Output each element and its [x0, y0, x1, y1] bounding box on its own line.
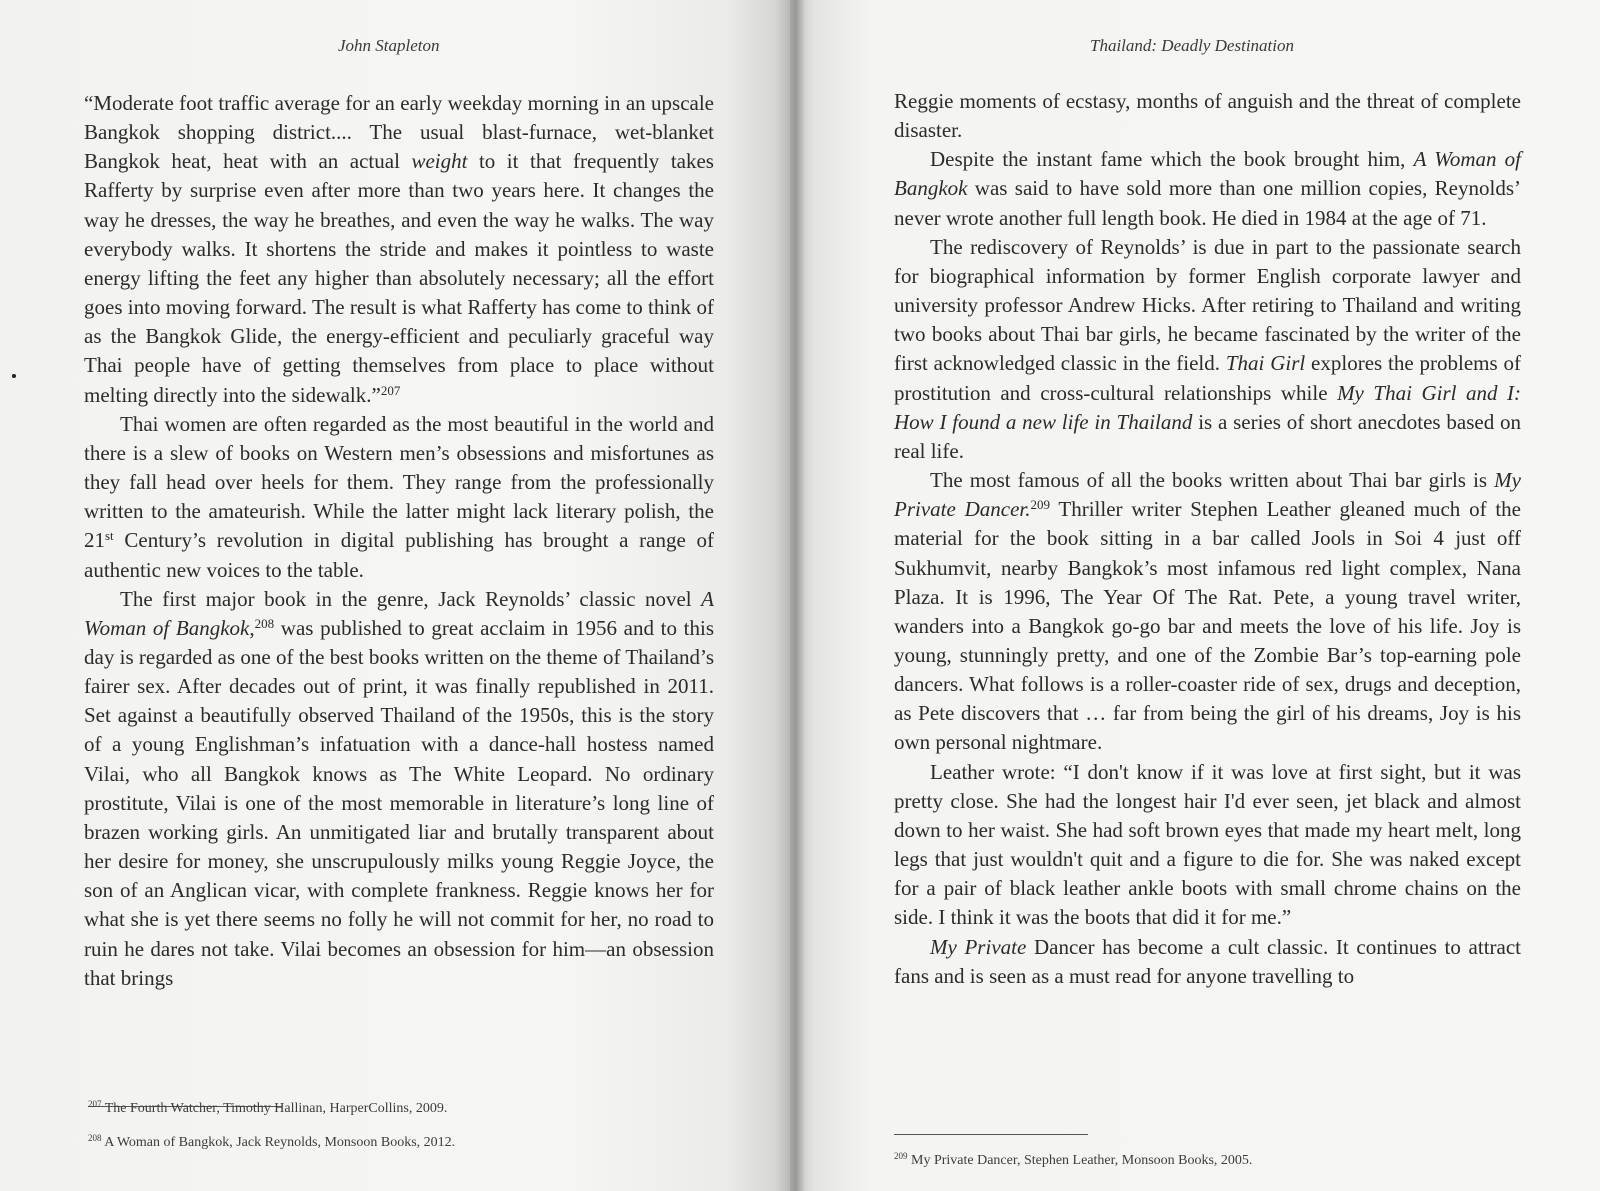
footnote-ref-208: 208	[254, 615, 275, 631]
right-paragraph-3: The rediscovery of Reynolds’ is due in part to the passionate search for biographical information by former English corporate lawyer and university professor Andrew Hicks. After retiring to Thailand and writing two books about Thai bar girls, he became fascinated by the writer of the first acknowledged classic in the field. Thai Girl explores the problems of prostitution and cross-cultural relationships while My Thai Girl and I: How I found a new life in Thailand is a series of short anecdotes based on real life.	[894, 234, 1521, 463]
right-paragraph-4: The most famous of all the books written about Thai bar girls is My Private Dancer.$^{209}$ Thriller writer Stephen Leather gleaned much of the material for the book sitting in a bar called Jools in Soi 4 just off Sukhumvit, nearby Bangkok’s most infamous red light complex, Nana Plaza. It is 1996, The Year Of The Rat. Pete, a young travel writer, wanders into a Bangkok go-go bar and meets the love of his life. Joy is young, stunningly pretty, and one of the Zombie Bar’s top-earning pole dancers. What follows is a roller-coaster ride of sex, drugs and deception, as Pete discovers that … far from being the girl of his dreams, Joy is his own personal nightmare.	[894, 468, 1521, 755]
footnote-207: $^{207}$ The Fourth Watcher, Timothy Hallinan, HarperCollins, 2009.	[88, 1099, 448, 1116]
right-paragraph-5: Leather wrote: “I don't know if it was love at first sight, but it was pretty close. She had the longest hair I'd ever seen, jet black and almost down to her waist. She had soft brown eyes that made my heart melt, long legs that just wouldn't quit and a figure to die for. She was naked except for a pair of black leather ankle boots with small chrome chains on the side. I think it was the boots that did it for me.”	[894, 759, 1521, 930]
footnote-ref-209: 209	[1030, 497, 1050, 513]
left-running-head: John Stapleton	[338, 36, 440, 55]
page-speck	[12, 374, 16, 378]
left-paragraph-3: The first major book in the genre, Jack Reynolds’ classic novel A Woman of Bangkok,$^{208}$ was published to great acclaim in 1956 and to this day is regarded as one of the best books written on the theme of Thailand’s fairer sex. After decades out of print, it was finally republished in 2011. Set against a beautifully observed Thailand of the 1950s, this is the story of a young Englishman’s infatuation with a dance-hall hostess named Vilai, who all Bangkok knows as The White Leopard. No ordinary prostitute, Vilai is one of the most memorable in literature’s long line of brazen working girls. An unmitigated liar and brutally transparent about her desire for money, she unscrupulously milks young Reggie Joyce, the son of an Anglican vicar, with complete frankness. Reggie knows her for what she is yet there seems no folly he will not commit for her, no road to ruin he dares not take. Vilai becomes an obsession for him—an obsession that brings	[84, 586, 714, 990]
left-body-text	[84, 89, 714, 993]
right-page	[790, 0, 1600, 1191]
left-paragraph-1: “Moderate foot traffic average for an early weekday morning in an upscale Bangkok shopping district.... The usual blast-furnace, wet-blanket Bangkok heat, heat with an actual weight to it that frequently takes Rafferty by surprise even after more than two years here. It changes the way he dresses, the way he breathes, and even the way he walks. The way everybody walks. It shortens the stride and makes it pointless to waste energy lifting the feet any higher than absolutely necessary; all the effort goes into moving forward. The result is what Rafferty has come to think of as the Bangkok Glide, the energy-efficient and peculiarly graceful way Thai people have of getting themselves from place to place without melting directly into the sidewalk.”$^{207}$	[84, 91, 714, 407]
right-paragraph-1: Reggie moments of ecstasy, months of anguish and the threat of complete disaster.	[894, 89, 1521, 143]
right-paragraph-2: Despite the instant fame which the book brought him, A Woman of Bangkok was said to have sold more than one million copies, Reynolds’ never wrote another full length book. He died in 1984 at the age of 71.	[894, 147, 1521, 230]
footnote-208: $^{208}$ A Woman of Bangkok, Jack Reynolds, Monsoon Books, 2012.	[88, 1133, 456, 1150]
footnote-ref-207: 207	[380, 382, 401, 398]
right-running-head: Thailand: Deadly Destination	[1090, 36, 1294, 55]
left-paragraph-2: Thai women are often regarded as the most beautiful in the world and there is a slew of books on Western men’s obsessions and misfortunes as they fall head over heels for them. They range from the professionally written to the amateurish. While the latter might lack literary polish, the 21st Century’s revolution in digital publishing has brought a range of authentic new voices to the table.	[84, 411, 714, 582]
right-paragraph-6: My Private Dancer has become a cult classic. It continues to attract fans and is seen as a must read for anyone travelling to	[894, 934, 1521, 988]
right-body-text	[894, 87, 1521, 991]
left-page	[0, 0, 790, 1191]
book-spine-shadow	[775, 0, 805, 1191]
footnote-209: $^{209}$ My Private Dancer, Stephen Leather, Monsoon Books, 2005.	[894, 1151, 1253, 1168]
right-footnote-rule	[894, 1134, 1088, 1135]
